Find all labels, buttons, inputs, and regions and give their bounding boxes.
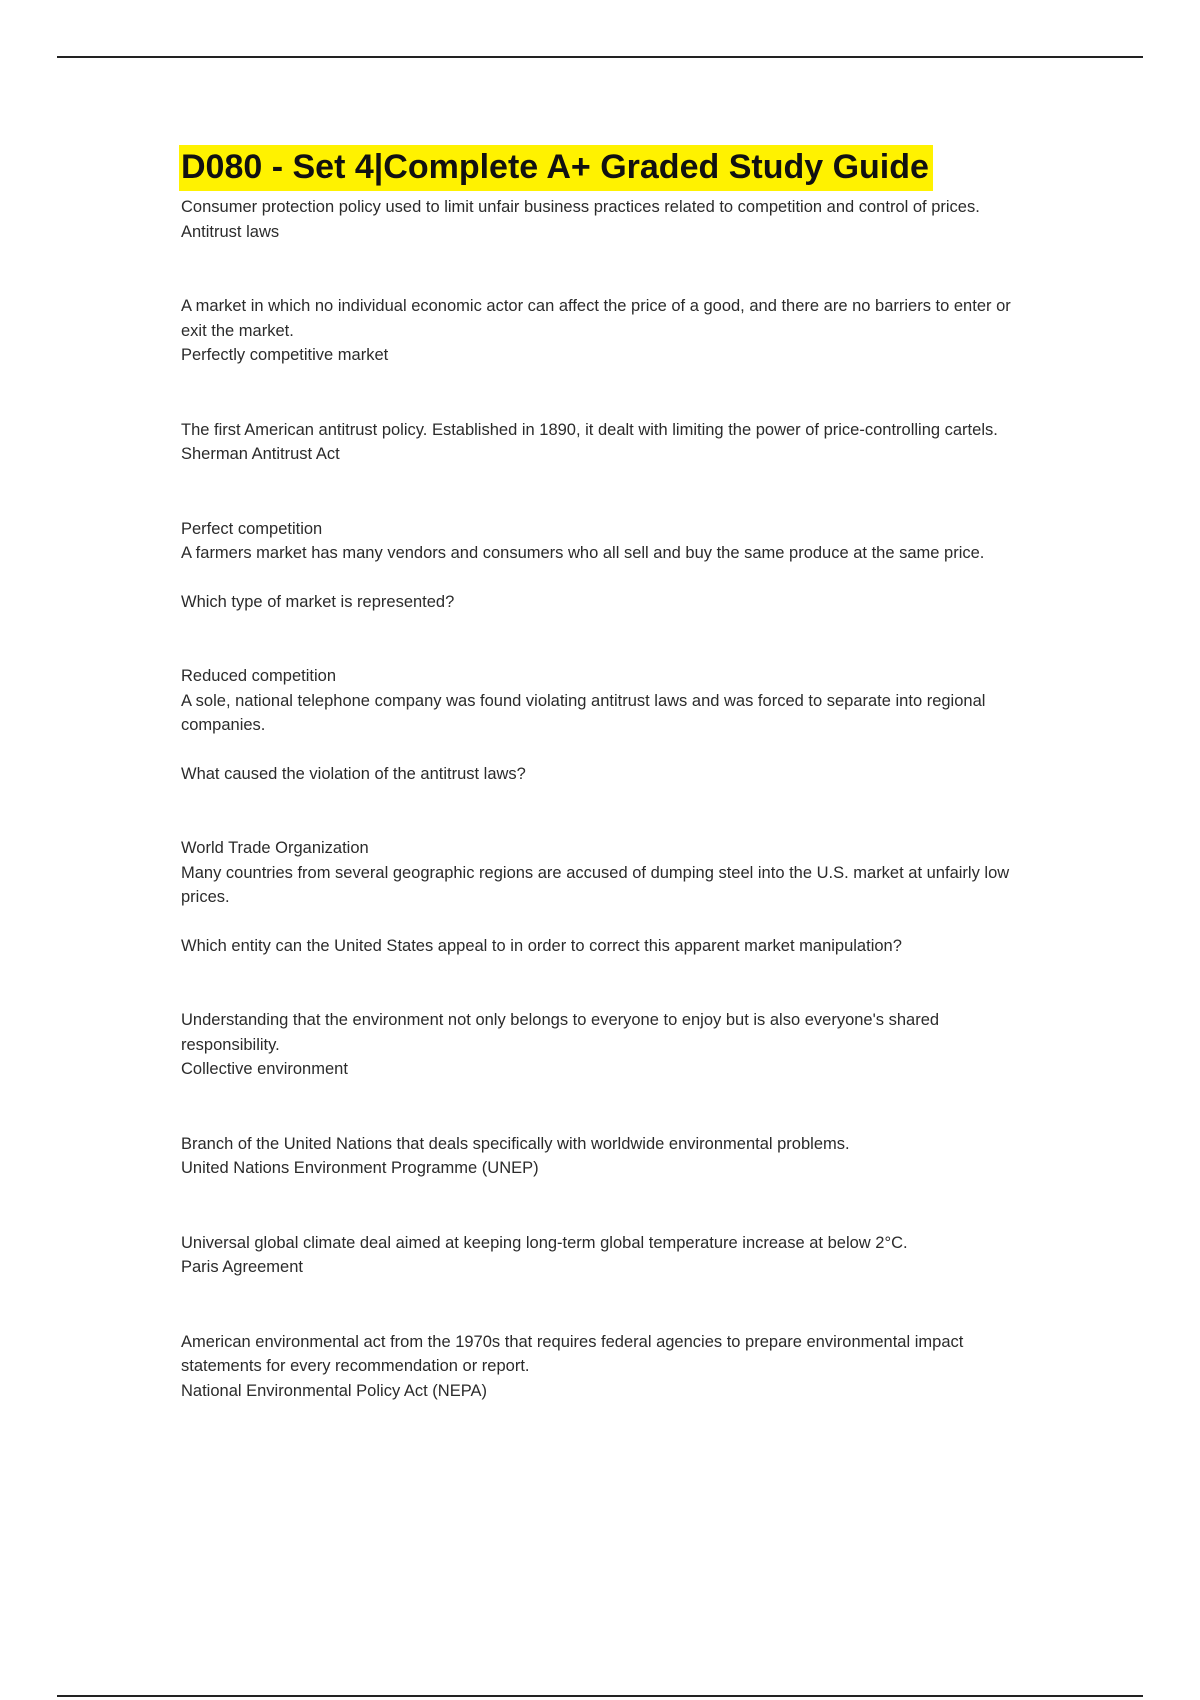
definition-text: Understanding that the environment not only belongs to everyone to enjoy but is also everyone's shared responsibility. — [181, 1011, 940, 1054]
question-text: What caused the violation of the antitrust laws? — [181, 764, 526, 783]
bottom-rule — [57, 1695, 1143, 1697]
flashcard-entry — [181, 418, 1021, 467]
answer-text: Perfect competition — [181, 519, 323, 538]
answer-text: Reduced competition — [181, 667, 337, 685]
term-text: Paris Agreement — [181, 1258, 303, 1276]
flashcard-entry — [181, 1132, 1021, 1181]
term-text: Collective environment — [181, 1060, 348, 1078]
scenario-text: A sole, national telephone company was found violating antitrust laws and was forced to separate into regional companies. — [181, 691, 986, 734]
term-text: National Environmental Policy Act (NEPA) — [181, 1381, 487, 1400]
definition-text: Consumer protection policy used to limit unfair business practices related to competition and control of prices. — [181, 198, 980, 216]
answer-text: World Trade Organization — [181, 839, 369, 857]
definition-text: American environmental act from the 1970s that requires federal agencies to prepare environmental impact statements for every recommendation or report. — [181, 1332, 964, 1375]
definition-text: Branch of the United Nations that deals specifically with worldwide environmental problems. — [181, 1134, 850, 1153]
flashcard-entry — [181, 195, 1021, 244]
document-title: D080 - Set 4|Complete A+ Graded Study Guide — [179, 145, 933, 191]
flashcard-entry — [181, 1330, 1021, 1404]
flashcard-entry — [181, 1008, 1021, 1082]
term-text: Perfectly competitive market — [181, 346, 389, 364]
scenario-text: A farmers market has many vendors and consumers who all sell and buy the same produce at the same price. — [181, 544, 985, 562]
top-rule — [57, 56, 1143, 58]
term-text: Sherman Antitrust Act — [181, 445, 340, 463]
term-text: Antitrust laws — [181, 222, 280, 241]
study-guide-content — [181, 145, 1021, 1403]
scenario-entry — [181, 664, 1021, 786]
scenario-entry — [181, 517, 1021, 615]
flashcard-entry — [181, 294, 1021, 368]
scenario-text: Many countries from several geographic regions are accused of dumping steel into the U.S. market at unfairly low prices. — [181, 863, 1010, 906]
question-text: Which entity can the United States appeal to in order to correct this apparent market manipulation? — [181, 936, 902, 955]
scenario-entry — [181, 836, 1021, 958]
definition-text: The first American antitrust policy. Established in 1890, it dealt with limiting the power of price-controlling cartels. — [181, 420, 998, 439]
definition-text: A market in which no individual economic actor can affect the price of a good, and there are no barriers to enter or exit the market. — [181, 297, 1011, 340]
question-text: Which type of market is represented? — [181, 592, 455, 611]
flashcard-entry — [181, 1231, 1021, 1280]
term-text: United Nations Environment Programme (UNEP) — [181, 1159, 539, 1177]
definition-text: Universal global climate deal aimed at keeping long-term global temperature increase at below 2°C. — [181, 1233, 908, 1252]
